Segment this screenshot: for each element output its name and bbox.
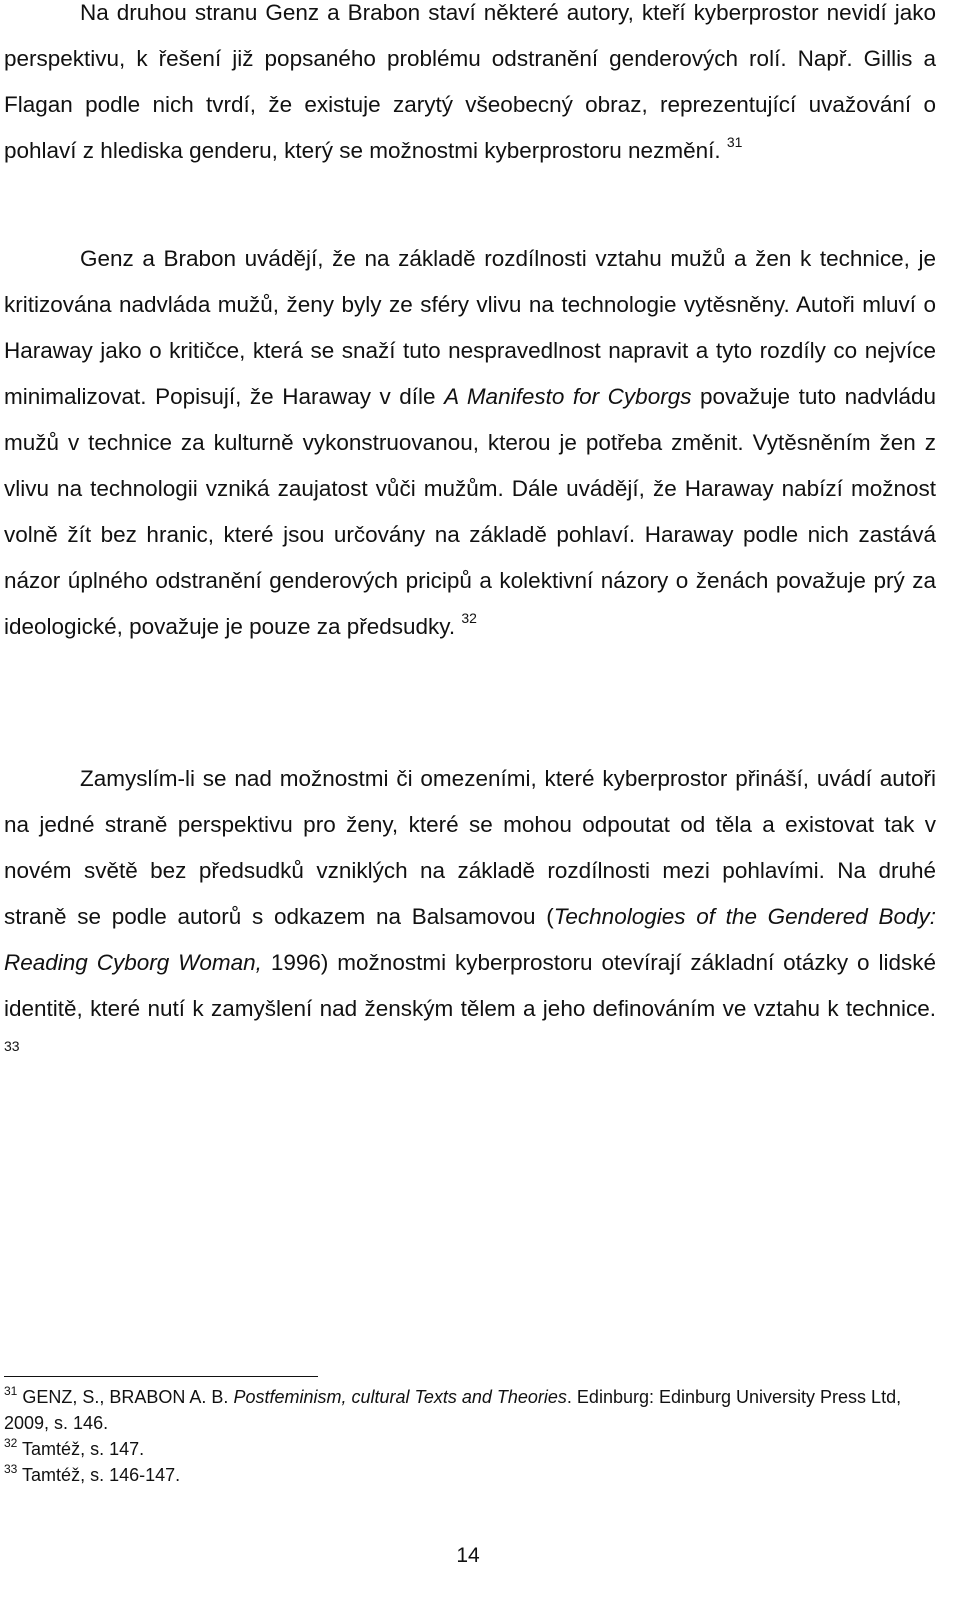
paragraph-block xyxy=(4,236,936,650)
footnote-text: GENZ, S., BRABON A. B. xyxy=(22,1387,234,1407)
paragraph-text: Genz a Brabon uvádějí, že na základě rozdílnosti vztahu mužů a žen k technice, je kritizována nadvláda mužů, ženy byly ze sféry vlivu na technologie vytěsněny. Autoři mluví o Haraway jako o kritičce, která se snaží tuto nespravedlnost napravit a tyto rozdíly co nejvíce minimalizovat. Popisují, že Haraway v díle xyxy=(4,246,936,409)
footnote-reference: 32 xyxy=(461,610,477,626)
footnote-reference: 31 xyxy=(726,134,743,150)
footnote-reference: 33 xyxy=(4,1038,20,1054)
paragraph-text: považuje tuto nadvládu mužů v technice za kulturně vykonstruovanou, kterou je potřeba změnit. Vytěsněním žen z vlivu na technologii vzniká zaujatost vůči mužům. Dále uvádějí, že Haraway nabízí možnost volně žít bez hranic, které jsou určovány na základě pohlaví. Haraway podle nich zastává názor úplného odstranění genderových pricipů a kolektivní názory o ženách považuje prý za ideologické, považuje je pouze za předsudky. xyxy=(4,384,936,639)
page-number: 14 xyxy=(456,1544,480,1567)
paragraph-text: 1996) možnostmi kyberprostoru otevírají základní otázky o lidské identitě, které nutí k zamyšlení nad ženským tělem a jeho definováním ve vztahu k technice. xyxy=(4,950,936,1021)
footnote-number: 33 xyxy=(4,1462,18,1476)
footnote-item xyxy=(4,1436,924,1462)
body-paragraph xyxy=(4,0,936,174)
paragraph-block xyxy=(4,756,936,1078)
work-title: A Manifesto for Cyborgs xyxy=(444,384,692,409)
footnote-item xyxy=(4,1384,924,1436)
footnote-item xyxy=(4,1462,924,1488)
footnote-text: Tamtéž, s. 147. xyxy=(22,1439,145,1459)
work-title: Technologies of the Gendered Body: Reading Cyborg Woman, xyxy=(4,904,936,975)
paragraph-text: Na druhou stranu Genz a Brabon staví některé autory, kteří kyberprostor nevidí jako perspektivu, k řešení již popsaného problému odstranění genderových rolí. Např. Gillis a Flagan podle nich tvrdí, že existuje zarytý všeobecný obraz, reprezentující uvažování o pohlaví z hlediska genderu, který se možnostmi kyberprostoru nezmění. xyxy=(4,0,936,163)
paragraph-block xyxy=(4,0,936,174)
footnote-number: 32 xyxy=(4,1436,18,1450)
footnote-text: Tamtéž, s. 146-147. xyxy=(22,1465,181,1485)
body-paragraph xyxy=(4,756,936,1078)
footnote-number: 31 xyxy=(4,1384,18,1398)
footnote-separator xyxy=(4,1376,318,1377)
paragraph-text: Zamyslím-li se nad možnostmi či omezeními, které kyberprostor přináší, uvádí autoři na jedné straně perspektivu pro ženy, které se mohou odpoutat od těla a existovat tak v novém světě bez předsudků vzniklých na základě rozdílnosti mezi pohlavími. Na druhé straně se podle autorů s odkazem na Balsamovou ( xyxy=(4,766,936,929)
footnote-text: . Edinburg: Edinburg University Press Ltd, 2009, s. 146. xyxy=(4,1387,902,1433)
body-paragraph xyxy=(4,236,936,650)
footnotes xyxy=(4,1384,924,1488)
footnote-work-title: Postfeminism, cultural Texts and Theories xyxy=(233,1387,567,1407)
